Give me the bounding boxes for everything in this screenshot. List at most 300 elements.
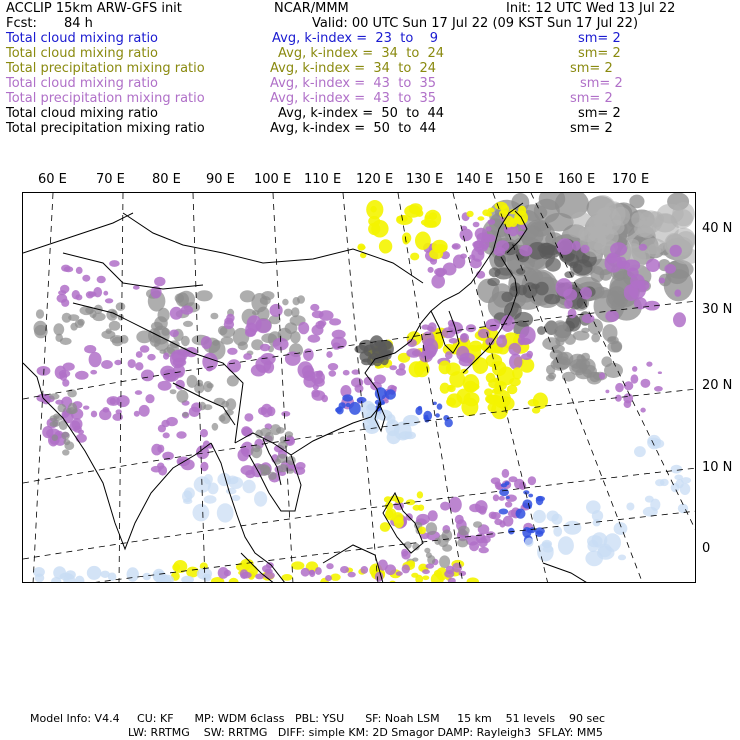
field-blob [244,413,253,421]
field-blob [461,398,478,417]
field-name: Total cloud mixing ratio [6,46,159,61]
field-blob [428,267,434,273]
field-blob [494,519,502,525]
field-blob [83,406,89,410]
forecast-label: Fcst: [6,16,37,31]
field-blob [58,404,67,412]
field-blob [243,480,256,494]
field-blob [518,336,526,345]
field-blob [612,207,630,226]
field-blob [217,503,234,522]
field-blob [62,449,69,455]
longitude-label: 60 E [38,172,67,187]
field-name: Total cloud mixing ratio [6,106,159,121]
field-blob [499,509,509,515]
field-blob [135,390,142,395]
field-blob [253,448,260,453]
field-blob [204,474,213,485]
field-blob [62,313,72,323]
field-blob [415,232,431,250]
field-blob [438,534,449,547]
field-blob [201,336,212,349]
field-blob [442,327,456,338]
field-blob [136,351,143,358]
field-blob [135,362,143,370]
field-blob [502,469,510,478]
field-blob [486,226,492,231]
field-smoothing: sm= 2 [570,91,613,106]
field-blob [183,321,193,327]
field-blob [386,509,394,518]
field-blob [203,574,212,582]
field-blob [646,362,652,367]
field-blob [103,291,108,296]
field-blob [646,259,660,272]
field-blob [202,353,218,371]
field-blob [227,359,241,372]
field-blob [507,385,518,394]
field-blob [330,574,340,581]
field-smoothing: sm= 2 [570,121,613,136]
field-blob [291,561,304,569]
field-blob [671,483,680,492]
field-blob [660,479,669,486]
field-blob [326,351,332,358]
field-blob [245,470,255,478]
field-blob [296,462,306,470]
field-blob [477,216,484,220]
field-blob [151,466,162,473]
field-blob [257,464,264,470]
field-blob [626,503,634,511]
valid-time: Valid: 00 UTC Sun 17 Jul 22 (09 KST Sun 17 Jul 22) [312,16,639,31]
field-blob [389,365,397,370]
field-blob [77,319,84,326]
field-blob [673,312,686,327]
field-blob [268,472,277,480]
field-k-index: Avg, k-index = 50 to 44 [278,106,445,121]
field-blob [221,337,234,345]
field-blob [50,421,58,427]
field-blob [109,260,120,267]
field-blob [218,567,229,579]
field-blob [36,309,44,318]
field-blob [114,360,122,365]
field-blob [328,363,338,370]
field-blob [284,309,293,317]
field-blob [53,323,64,335]
field-blob [680,483,691,495]
field-blob [224,320,234,329]
field-blob [422,331,435,346]
field-blob [196,290,213,301]
field-blob [509,378,521,387]
field-blob [491,512,501,520]
field-blob [568,226,588,238]
field-blob [449,338,458,344]
field-blob [418,505,424,511]
field-smoothing: sm= 2 [578,31,621,46]
field-blob [243,353,252,360]
field-blob [99,409,111,420]
field-blob [632,366,637,372]
field-blob [34,321,48,336]
field-blob [366,200,383,219]
field-blob [375,340,386,347]
latitude-label: 20 N [702,378,733,393]
field-blob [593,519,601,526]
field-blob [410,253,419,261]
field-blob [509,354,522,370]
field-blob [580,287,592,299]
field-blob [62,379,69,387]
field-blob [76,434,87,443]
field-blob [75,371,89,380]
field-blob [501,483,508,487]
map-canvas [23,193,696,583]
field-blob [601,356,612,367]
field-blob [332,330,346,339]
field-blob [260,344,270,351]
field-blob [128,359,136,368]
field-name: Total cloud mixing ratio [6,31,159,46]
field-blob [492,388,500,394]
longitude-label: 80 E [152,172,181,187]
field-blob [140,345,150,353]
field-blob [564,521,582,535]
field-blob [203,381,212,392]
field-blob [315,567,322,575]
field-blob [385,389,396,399]
field-blob [446,566,454,575]
field-blob [615,395,622,402]
field-overlay [33,193,696,583]
field-k-index: Avg, k-index = 23 to 9 [272,31,439,46]
field-blob [501,292,513,302]
field-blob [674,289,681,296]
field-blob [285,352,301,366]
field-blob [420,350,434,360]
longitude-label: 140 E [456,172,494,187]
field-blob [329,370,337,376]
field-blob [607,336,619,344]
grid-line [33,193,53,583]
field-blob [605,310,619,322]
grid-line [273,193,293,583]
field-blob [499,335,506,339]
field-blob [348,572,356,578]
field-blob [163,432,170,438]
field-blob [637,280,649,290]
field-name: Total precipitation mixing ratio [6,121,205,136]
field-blob [258,407,267,415]
field-blob [659,278,665,284]
field-blob [528,476,536,485]
field-blob [479,547,489,553]
field-blob [321,395,328,402]
field-blob [147,354,155,361]
longitude-label: 90 E [206,172,235,187]
field-blob [61,432,69,440]
field-blob [64,441,74,450]
field-blob [493,494,499,501]
field-blob [618,555,626,561]
field-blob [525,538,534,547]
map-panel [22,192,696,583]
field-blob [427,555,435,565]
field-blob [298,322,309,334]
field-blob [301,568,310,577]
field-blob [389,581,396,583]
field-blob [469,504,481,513]
field-blob [671,465,682,474]
longitude-label: 150 E [506,172,544,187]
field-blob [509,476,518,482]
field-blob [484,388,493,396]
field-blob [473,222,480,228]
field-blob [467,577,479,583]
field-blob [617,257,627,268]
field-blob [204,495,217,503]
border-west [23,213,133,253]
field-blob [182,412,188,417]
field-blob [90,370,97,375]
field-blob [86,291,94,298]
field-blob [254,491,267,507]
field-blob [597,546,615,560]
field-blob [365,424,379,434]
field-blob [558,536,574,555]
latitude-label: 30 N [702,302,733,317]
field-blob [340,566,349,573]
field-blob [640,408,645,413]
field-blob [170,307,183,320]
field-blob [516,268,525,274]
field-blob [426,522,437,535]
field-blob [157,445,164,453]
field-blob [624,400,632,408]
field-blob [176,431,186,438]
latitude-label: 40 N [702,221,733,236]
field-blob [342,394,353,401]
field-blob [154,316,168,330]
field-blob [170,389,177,394]
field-blob [396,571,403,576]
field-blob [112,413,123,421]
field-blob [491,477,501,484]
field-blob [557,238,574,255]
plot-title: ACCLIP 15km ARW-GFS init [6,1,182,16]
longitude-label: 110 E [304,172,342,187]
field-blob [467,211,474,217]
field-blob [232,495,241,501]
field-blob [310,304,319,311]
field-blob [402,564,410,573]
field-k-index: Avg, k-index = 43 to 35 [270,76,437,91]
field-name: Total cloud mixing ratio [6,76,159,91]
field-blob [522,499,532,508]
field-blob [681,477,691,483]
field-blob [143,573,152,581]
longitude-label: 120 E [356,172,394,187]
field-blob [499,489,509,497]
field-blob [310,371,325,384]
field-blob [412,350,420,356]
field-blob [212,423,219,431]
field-blob [491,362,497,369]
field-blob [460,229,473,242]
field-blob [227,348,237,355]
field-blob [59,420,68,430]
field-blob [664,264,676,274]
field-blob [461,334,467,341]
field-blob [270,304,283,317]
model-info-line1: Model Info: V4.4 CU: KF MP: WDM 6class PBL: YSU SF: Noah LSM 15 km 51 levels 90 sec [30,712,606,725]
field-blob [544,213,573,232]
field-blob [293,297,300,305]
field-blob [312,311,324,319]
field-blob [537,543,554,562]
field-blob [238,449,249,462]
field-blob [546,365,555,375]
field-blob [556,278,573,297]
field-blob [409,203,423,214]
field-blob [101,360,113,369]
field-blob [110,398,116,405]
field-blob [544,294,560,304]
field-blob [200,429,208,437]
field-blob [308,335,321,343]
field-blob [426,563,435,568]
field-blob [93,287,102,297]
field-smoothing: sm= 2 [578,106,621,121]
field-blob [641,379,651,388]
field-blob [399,363,406,370]
field-blob [654,386,663,392]
field-blob [499,496,505,501]
field-blob [564,271,574,278]
field-blob [415,407,422,415]
field-blob [599,372,605,379]
field-blob [60,338,72,345]
field-blob [61,265,70,272]
field-blob [582,314,595,323]
field-blob [187,375,198,388]
field-blob [335,407,342,412]
model-center: NCAR/MMM [274,1,349,16]
field-blob [460,254,467,259]
field-blob [455,515,464,524]
field-name: Total precipitation mixing ratio [6,91,205,106]
init-time: Init: 12 UTC Wed 13 Jul 22 [506,1,676,16]
longitude-label: 130 E [406,172,444,187]
field-blob [285,431,293,437]
field-blob [326,563,333,569]
field-blob [240,569,248,579]
field-blob [521,353,532,360]
field-blob [591,333,600,342]
field-blob [368,223,380,235]
field-k-index: Avg, k-index = 43 to 35 [270,91,437,106]
field-blob [431,274,445,288]
field-blob [116,302,126,311]
field-blob [670,245,682,257]
field-blob [417,491,423,498]
field-blob [487,219,495,225]
field-blob [562,372,576,382]
field-blob [545,258,561,272]
field-blob [57,294,68,303]
field-blob [196,380,203,387]
field-blob [374,375,386,385]
field-blob [580,245,589,253]
field-blob [343,370,350,376]
field-blob [516,509,526,519]
field-blob [315,321,325,329]
longitude-label: 170 E [612,172,650,187]
longitude-label: 160 E [558,172,596,187]
latitude-label: 0 [702,541,711,556]
field-blob [615,383,624,392]
field-blob [501,205,509,215]
field-blob [487,278,500,286]
field-blob [361,566,369,574]
field-blob [434,570,442,577]
field-blob [100,571,109,578]
field-blob [193,504,210,522]
field-k-index: Avg, k-index = 34 to 24 [278,46,445,61]
field-blob [87,566,102,580]
field-blob [91,411,97,418]
field-blob [76,267,83,274]
field-blob [411,573,418,578]
field-blob [435,413,440,417]
field-blob [394,517,404,528]
field-blob [282,299,288,306]
field-blob [437,403,443,409]
field-blob [428,322,437,332]
field-blob [55,366,66,379]
field-blob [313,384,319,390]
field-blob [145,394,154,403]
field-blob [245,323,257,337]
field-blob [469,254,475,260]
field-blob [658,371,662,374]
field-blob [536,496,545,502]
field-k-index: Avg, k-index = 34 to 24 [270,61,437,76]
field-blob [631,212,645,227]
field-blob [509,343,522,356]
field-blob [35,574,45,583]
field-blob [229,578,239,583]
field-blob [309,570,315,577]
latitude-label: 10 N [702,460,733,475]
field-blob [68,403,77,414]
model-info-line2: LW: RRTMG SW: RRTMG DIFF: simple KM: 2D Smagor DAMP: Rayleigh3 SFLAY: MM5 [128,726,603,739]
field-blob [639,244,647,251]
field-blob [573,331,590,341]
field-blob [226,398,236,410]
field-blob [424,548,430,553]
field-blob [610,242,627,256]
field-blob [440,383,450,394]
field-blob [127,567,139,581]
field-blob [568,309,577,319]
field-blob [58,290,66,295]
field-blob [528,494,533,498]
field-blob [422,569,430,574]
field-blob [432,240,448,253]
